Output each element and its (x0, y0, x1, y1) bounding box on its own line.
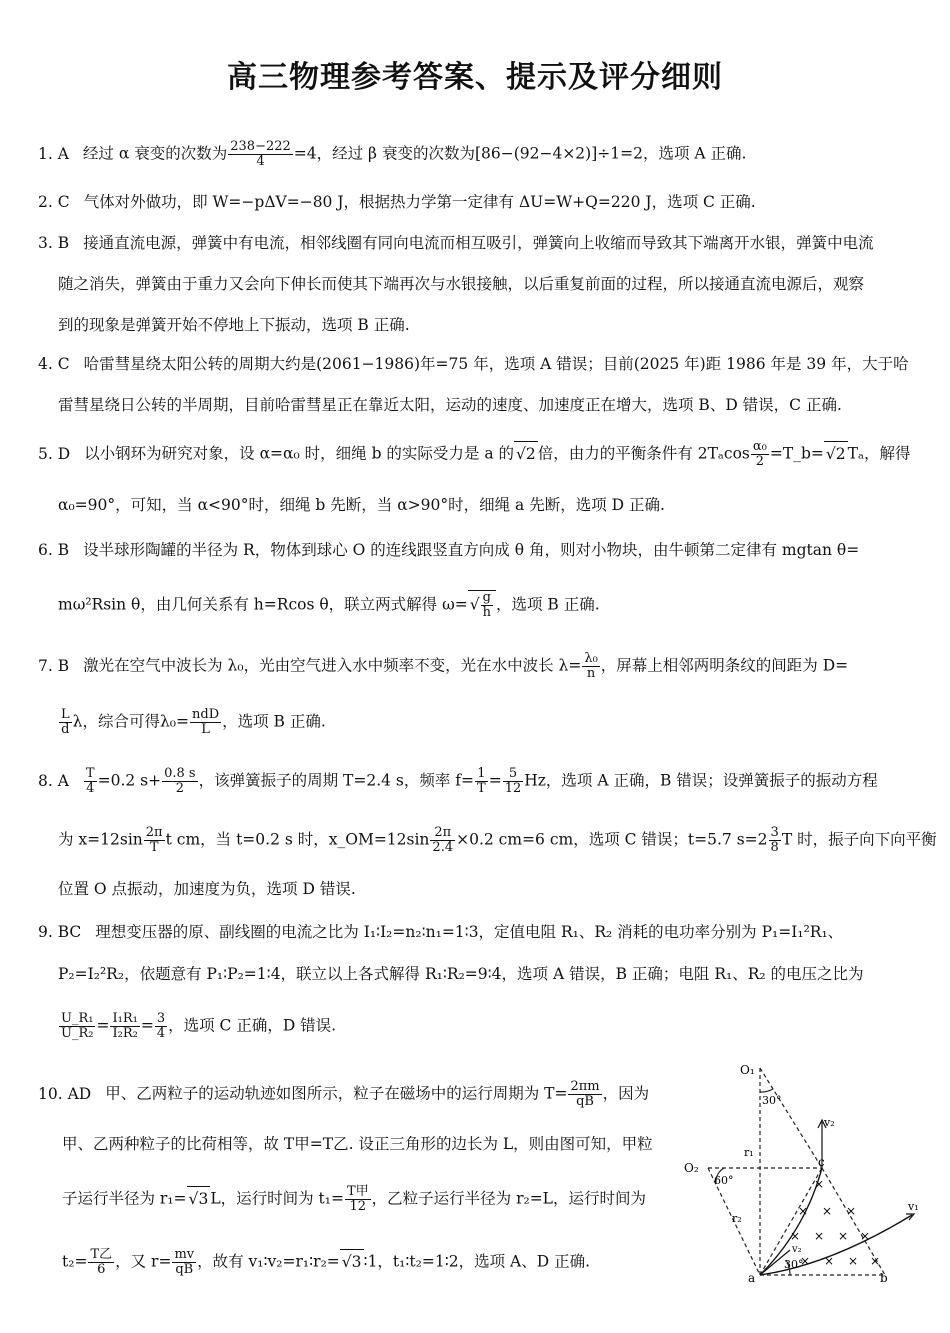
label-angle-30: 30° (762, 1094, 782, 1107)
answer-number: 2. C (38, 193, 70, 211)
sqrt: √ $\frac{g}{h}$ (468, 590, 496, 620)
label-a: a (748, 1271, 756, 1285)
answer-4: 4. C 哈雷彗星绕太阳公转的周期大约是(2061−1986)年=75 年，选项 A 错误；目前(2025 年)距 1986 年是 39 年，大于哈 (38, 352, 909, 376)
answer-number: 9. BC (38, 923, 82, 941)
answer-10-line-3: 子运行半径为 r₁= √3 L，运行时间为 t₁= $\frac{\text{T甲}}{12}$ ，乙粒子运行半径为 r₂=L，运行时间为 (62, 1184, 646, 1214)
svg-text:×: × (846, 1204, 857, 1218)
svg-text:×: × (800, 1254, 811, 1268)
page-title: 高三物理参考答案、提示及评分细则 (227, 60, 723, 95)
answer-9-line-2: P₂=I₂²R₂，依题意有 P₁∶P₂=1∶4，联立以上各式解得 R₁∶R₂=9∶4，选项 A 错误，B 正确；电阻 R₁、R₂ 的电压之比为 (58, 965, 864, 983)
answer-10-line-2: 甲、乙两种粒子的比荷相等，故 T甲=T乙. 设正三角形的边长为 L，则由图可知，甲粒 (62, 1135, 653, 1153)
label-r2: r₂ (732, 1212, 742, 1225)
answer-8-line-3: 位置 O 点振动，加速度为负，选项 D 错误. (58, 880, 356, 898)
radius-line (760, 1068, 822, 1168)
answer-6-line-2: mω²Rsin θ，由几何关系有 h=Rcos θ，联立两式解得 ω= √ $\frac{g}{h}$ ，选项 B 正确. (58, 590, 600, 620)
svg-text:×: × (790, 1229, 801, 1243)
answer-number: 10. AD (38, 1084, 92, 1103)
fraction: $\frac{\text{ndD}}{L}$ (192, 707, 220, 737)
answer-number: 6. B (38, 541, 70, 559)
svg-text:×: × (838, 1229, 849, 1243)
svg-text:×: × (824, 1254, 835, 1268)
angle-arc (760, 1089, 773, 1092)
answer-10: 10. AD 甲、乙两粒子的运动轨迹如图所示，粒子在磁场中的运行周期为 T= $\frac{2\pi m}{qB}$ ，因为 (38, 1079, 650, 1109)
answer-3-line-2: 随之消失，弹簧由于重力又会向下伸长而使其下端再次与水银接触，以后重复前面的过程，所以接通直流电源后，观察 (58, 275, 865, 293)
fraction: $\frac{\text{λ₀}}{n}$ (584, 651, 598, 681)
trajectory-1 (760, 1215, 912, 1275)
label-r1: r₁ (744, 1146, 754, 1159)
answer-2: 2. C 气体对外做功，即 W=−pΔV=−80 J，根据热力学第一定律有 ΔU=W+Q=220 J，选项 C 正确. (38, 190, 756, 214)
answer-5: 5. D 以小钢环为研究对象，设 α=α₀ 时，细绳 b 的实际受力是 a 的 √2 倍，由力的平衡条件有 2Tₐcos $\frac{\text{α₀}}{2}$ =T_b= √2 Tₐ，解得 (38, 439, 911, 469)
answer-8-line-2: 为 x=12sin $\frac{2\pi}{T}$ t cm，当 t=0.2 s 时，x_OM=12sin $\frac{2\pi}{2.4}$ ×0.2 cm=6 cm，选项 C 错误；t=5.7 s=2 $\frac{3}{8}$ T 时，振子向下向平衡 (58, 825, 937, 855)
answer-9-line-3: $\frac{\text{U\_R₁}}{\text{U\_R₂}}$ = $\frac{\text{I₁R₁}}{\text{I₂R₂}}$ = $\frac{3}{4}$ ，选项 C 正确，D 错误. (61, 1011, 337, 1041)
magnetic-field-figure (680, 1060, 925, 1285)
svg-text:×: × (848, 1254, 859, 1268)
answer-number: 3. B (38, 234, 70, 252)
fraction: $\frac{238-222}{4}$ (230, 139, 291, 169)
answer-3: 3. B 接通直流电源，弹簧中有电流，相邻线圈有同向电流而相互吸引，弹簧向上收缩而导致其下端离开水银，弹簧中电流 (38, 231, 874, 255)
label-o2: O₂ (684, 1161, 699, 1175)
label-v2: v₂ (824, 1116, 835, 1129)
sqrt: √2 (824, 441, 848, 466)
label-v1: v₁ (908, 1200, 919, 1213)
answer-8: 8. A $\frac{T}{4}$ =0.2 s+ $\frac{0.8 s}{2}$ ，该弹簧振子的周期 T=2.4 s，频率 f= $\frac{1}{T}$ = $\frac{5}{12}$ Hz，选项 A 正确，B 错误；设弹簧振子的振动方程 (38, 766, 878, 796)
svg-text:×: × (860, 1229, 871, 1243)
svg-text:×: × (814, 1177, 825, 1191)
answer-1: 1. A 经过 α 衰变的次数为 $\frac{238-222}{4}$ =4，经过 β 衰变的次数为[86−(92−4×2)]÷1=2，选项 A 正确. (38, 139, 747, 169)
label-o1: O₁ (740, 1063, 755, 1077)
svg-text:×: × (814, 1229, 825, 1243)
answer-number: 8. A (38, 771, 69, 790)
svg-text:×: × (798, 1204, 809, 1218)
answer-number: 7. B (38, 656, 70, 675)
label-angle-60: 60° (714, 1174, 734, 1187)
label-c: c (818, 1155, 825, 1169)
fraction: $\frac{L}{d}$ (61, 707, 70, 737)
answer-number: 1. A (38, 144, 69, 163)
svg-text:×: × (822, 1204, 833, 1218)
fraction: $\frac{\text{α₀}}{2}$ (752, 439, 767, 469)
svg-text:×: × (870, 1254, 881, 1268)
answer-9: 9. BC 理想变压器的原、副线圈的电流之比为 I₁∶I₂=n₂∶n₁=1∶3，定值电阻 R₁、R₂ 消耗的电功率分别为 P₁=I₁²R₁、 (38, 920, 843, 944)
answer-7: 7. B 激光在空气中波长为 λ₀，光由空气进入水中频率不变，光在水中波长 λ= $\frac{\text{λ₀}}{n}$ ，屏幕上相邻两明条纹的间距为 D= (38, 651, 849, 681)
label-angle-30-b: 30° (784, 1258, 804, 1271)
answer-5-line-2: α₀=90°，可知，当 α<90°时，细绳 b 先断，当 α>90°时，细绳 a 先断，选项 D 正确. (58, 496, 665, 514)
answer-6: 6. B 设半球形陶罐的半径为 R，物体到球心 O 的连线跟竖直方向成 θ 角，则对小物块，由牛顿第二定律有 mgtan θ= (38, 538, 859, 562)
answer-4-line-2: 雷彗星绕日公转的半周期，目前哈雷彗星正在靠近太阳，运动的速度、加速度正在增大，选项 B、D 错误，C 正确. (58, 396, 842, 414)
answer-7-line-2: $\frac{L}{d}$ λ，综合可得λ₀= $\frac{\text{ndD}}{L}$ ，选项 B 正确. (61, 707, 326, 737)
answer-10-line-4: t₂= $\frac{\text{T乙}}{6}$ ，又 r= $\frac{mv}{qB}$ ，故有 v₁∶v₂=r₁∶r₂= √3 ∶1，t₁∶t₂=1∶2，选项 A、D 正确. (62, 1247, 590, 1277)
sqrt: √2 (514, 441, 538, 466)
answer-number: 4. C (38, 355, 70, 373)
label-b: b (880, 1271, 888, 1285)
answer-number: 5. D (38, 444, 71, 463)
label-v2-small: v₂ (792, 1244, 802, 1255)
answer-3-line-3: 到的现象是弹簧开始不停地上下振动，选项 B 正确. (58, 316, 410, 334)
